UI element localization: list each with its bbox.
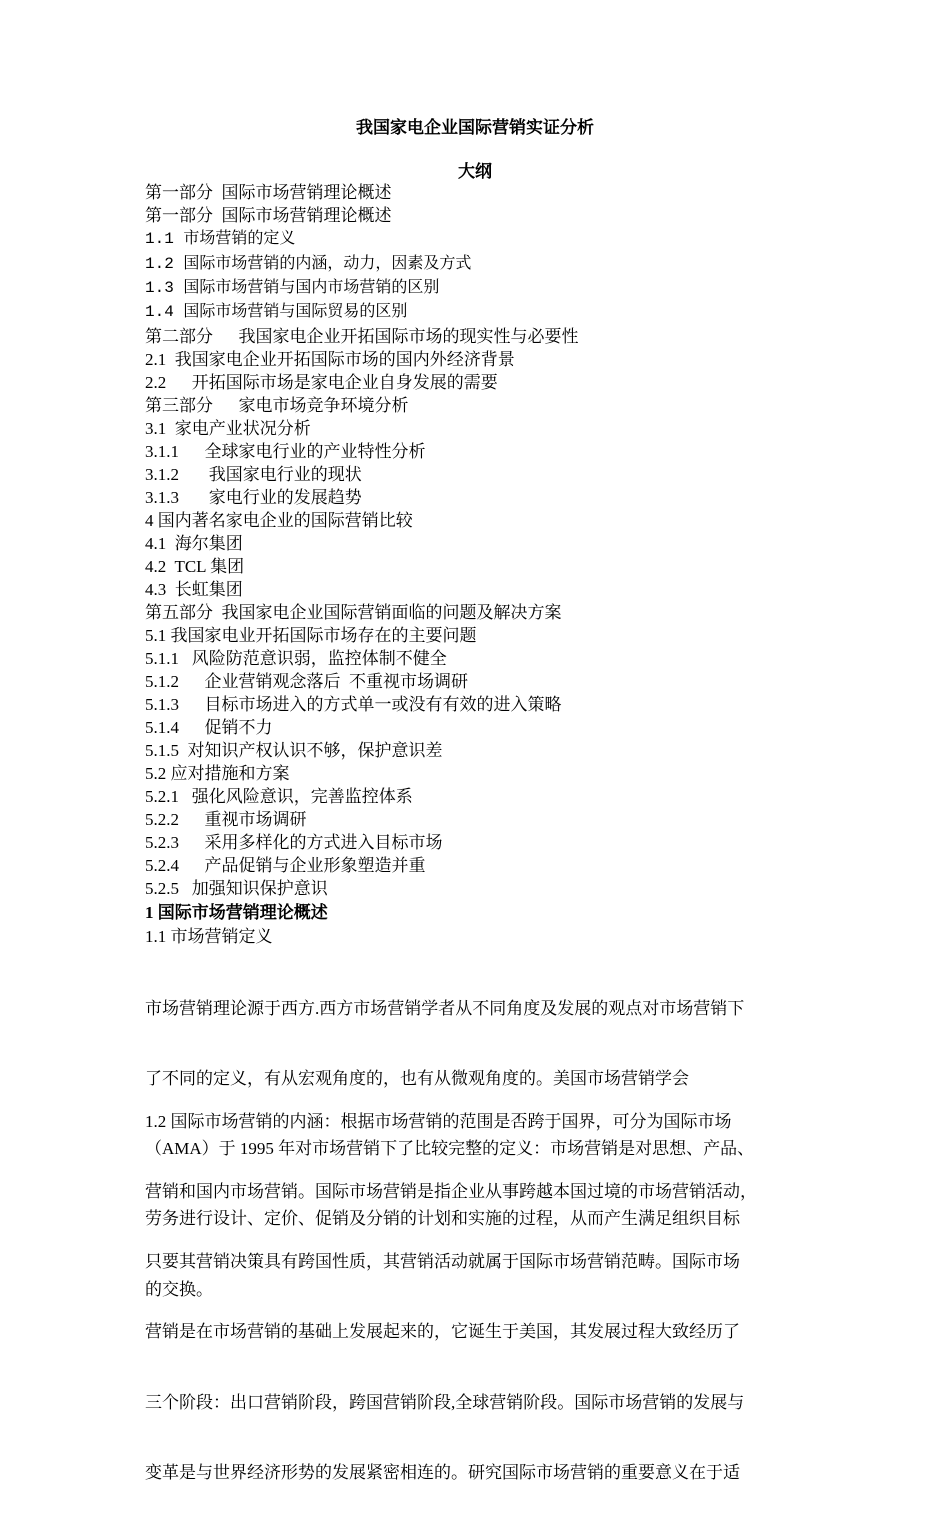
outline-item: 5.1.3 目标市场进入的方式单一或没有有效的进入策略 (145, 695, 562, 714)
outline-item: 5.2 应对措施和方案 (145, 764, 290, 783)
paragraph-line: 市场营销理论源于西方.西方市场营销学者从不同角度及发展的观点对市场营销下 (145, 998, 745, 1018)
outline-item: 4.3 长虹集团 (145, 580, 243, 599)
outline-item: 3.1.3 家电行业的发展趋势 (145, 488, 362, 507)
outline-item: 4.2 TCL 集团 (145, 557, 245, 576)
outline-item: 5.1.5 对知识产权认识不够，保护意识差 (145, 741, 443, 760)
outline-item: 第一部分 国际市场营销理论概述 (145, 183, 392, 202)
paragraph-line: 营销和国内市场营销。国际市场营销是指企业从事跨越本国过境的市场营销活动， (145, 1182, 757, 1202)
outline-item: 5.2.1 强化风险意识，完善监控体系 (145, 787, 413, 806)
outline-item: 5.2.3 采用多样化的方式进入目标市场 (145, 833, 443, 852)
outline-item: 5.2.4 产品促销与企业形象塑造并重 (145, 856, 426, 875)
outline-item: 1.3 国际市场营销与国内市场营销的区别 (145, 279, 440, 297)
outline-item: 第五部分 我国家电企业国际营销面临的问题及解决方案 (145, 603, 562, 622)
document-title: 我国家电企业国际营销实证分析 (356, 118, 594, 137)
outline-item: 2.2 开拓国际市场是家电企业自身发展的需要 (145, 373, 498, 392)
outline-item: 3.1.1 全球家电行业的产业特性分析 (145, 442, 426, 461)
outline-item: 3.1 家电产业状况分析 (145, 419, 311, 438)
outline-item: 1.2 国际市场营销的内涵，动力，因素及方式 (145, 255, 472, 273)
paragraph-line: （AMA）于 1995 年对市场营销下了比较完整的定义：市场营销是对思想、产品、 (145, 1139, 755, 1159)
paragraph-line: 三个阶段：出口营销阶段，跨国营销阶段,全球营销阶段。国际市场营销的发展与 (145, 1392, 745, 1412)
paragraph-line: 只要其营销决策具有跨国性质，其营销活动就属于国际市场营销范畴。国际市场 (145, 1252, 740, 1272)
outline-item: 1.1 市场营销的定义 (145, 230, 296, 248)
paragraph-line: 了不同的定义，有从宏观角度的，也有从微观角度的。美国市场营销学会 (145, 1069, 689, 1089)
paragraph-line: 变革是与世界经济形势的发展紧密相连的。研究国际市场营销的重要意义在于适 (145, 1462, 740, 1482)
paragraph-line: 的交换。 (145, 1279, 213, 1299)
outline-item: 5.2.2 重视市场调研 (145, 810, 307, 829)
paragraph-line: 1.2 国际市场营销的内涵：根据市场营销的范围是否跨于国界，可分为国际市场 (145, 1111, 732, 1131)
outline-item: 2.1 我国家电企业开拓国际市场的国内外经济背景 (145, 350, 515, 369)
outline-item: 第一部分 国际市场营销理论概述 (145, 206, 392, 225)
outline-item: 4 国内著名家电企业的国际营销比较 (145, 511, 413, 530)
outline-item: 5.1.1 风险防范意识弱，监控体制不健全 (145, 649, 447, 668)
outline-item: 5.1.2 企业营销观念落后 不重视市场调研 (145, 672, 468, 691)
outline-item: 1.4 国际市场营销与国际贸易的区别 (145, 303, 408, 321)
outline-item: 5.1.4 促销不力 (145, 718, 273, 737)
outline-item: 4.1 海尔集团 (145, 534, 243, 553)
outline-heading: 大纲 (458, 162, 492, 181)
paragraph-line: 营销是在市场营销的基础上发展起来的，它诞生于美国，其发展过程大致经历了 (145, 1322, 740, 1342)
section-heading: 1 国际市场营销理论概述 (145, 903, 328, 922)
outline-item: 第三部分 家电市场竞争环境分析 (145, 396, 409, 415)
subsection-heading: 1.1 市场营销定义 (145, 927, 273, 946)
outline-item: 3.1.2 我国家电行业的现状 (145, 465, 362, 484)
outline-item: 5.2.5 加强知识保护意识 (145, 879, 328, 898)
paragraph-line: 劳务进行设计、定价、促销及分销的计划和实施的过程，从而产生满足组织目标 (145, 1209, 740, 1229)
outline-item: 第二部分 我国家电企业开拓国际市场的现实性与必要性 (145, 327, 579, 346)
body-paragraph-2 (145, 1063, 825, 1531)
outline-item: 5.1 我国家电业开拓国际市场存在的主要问题 (145, 626, 477, 645)
